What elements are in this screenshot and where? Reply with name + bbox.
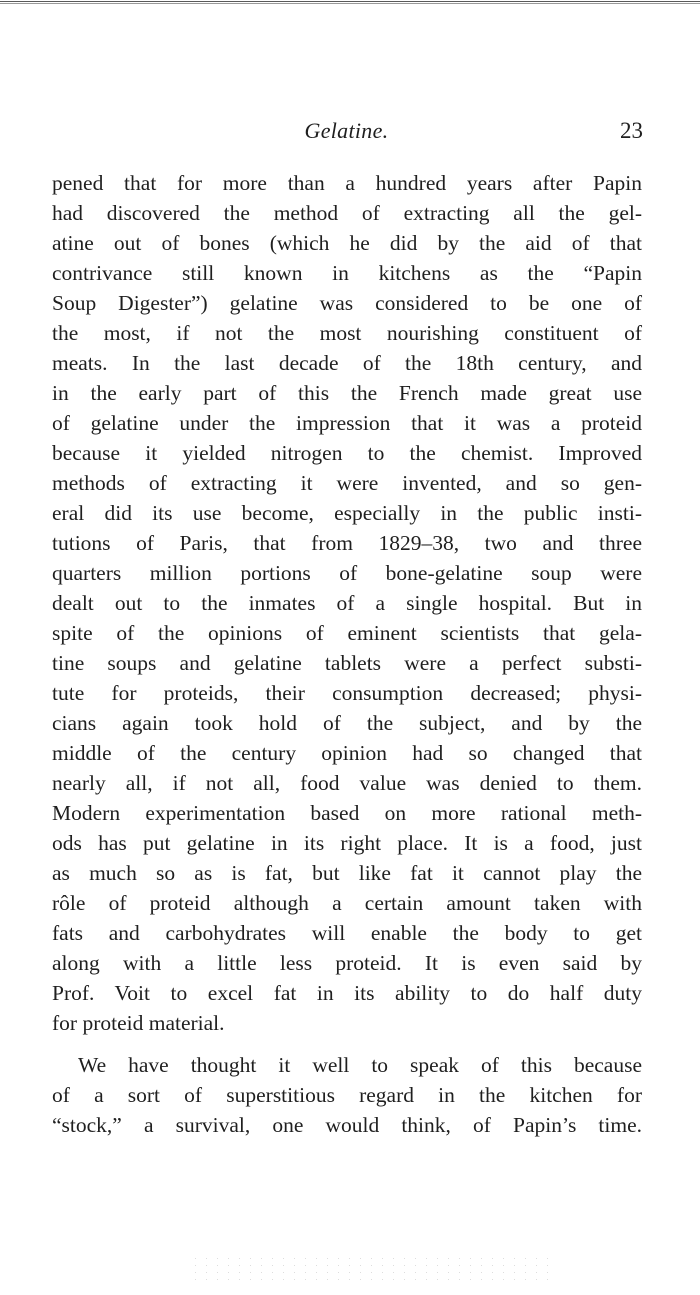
text-line: of gelatine under the impression that it was a proteid xyxy=(52,411,642,435)
text-line: methods of extracting it were invented, and so gen- xyxy=(52,471,642,495)
text-line: tute for proteids, their consumption decreased; physi- xyxy=(52,681,642,705)
text-line: cians again took hold of the subject, and by the xyxy=(52,711,642,735)
paragraph-gap xyxy=(52,1038,642,1050)
page-number: 23 xyxy=(620,118,643,143)
text-line: “stock,” a survival, one would think, of Papin’s time. xyxy=(52,1113,642,1137)
text-line: Modern experimentation based on more rational meth- xyxy=(52,801,642,825)
text-line: of a sort of superstitious regard in the kitchen for xyxy=(52,1083,642,1107)
paragraph-1 xyxy=(52,168,642,1038)
text-line: spite of the opinions of eminent scientists that gela- xyxy=(52,621,642,645)
text-line: ods has put gelatine in its right place. It is a food, just xyxy=(52,831,642,855)
top-rule xyxy=(0,0,700,6)
running-title: Gelatine. xyxy=(304,118,389,143)
text-line: atine out of bones (which he did by the aid of that xyxy=(52,231,642,255)
text-line: because it yielded nitrogen to the chemist. Improved xyxy=(52,441,642,465)
text-line: contrivance still known in kitchens as the “Papin xyxy=(52,261,642,285)
paper-specks xyxy=(190,1255,550,1285)
text-line: quarters million portions of bone-gelatine soup were xyxy=(52,561,642,585)
text-line: dealt out to the inmates of a single hospital. But in xyxy=(52,591,642,615)
text-line: pened that for more than a hundred years after Papin xyxy=(52,171,642,195)
text-line: tine soups and gelatine tablets were a perfect substi- xyxy=(52,651,642,675)
text-line: We have thought it well to speak of this because xyxy=(78,1053,642,1077)
text-line: nearly all, if not all, food value was denied to them. xyxy=(52,771,642,795)
text-line: along with a little less proteid. It is even said by xyxy=(52,951,642,975)
text-line: middle of the century opinion had so changed that xyxy=(52,741,642,765)
text-line: Soup Digester”) gelatine was considered to be one of xyxy=(52,291,642,315)
page-header xyxy=(50,118,643,152)
text-line: fats and carbohydrates will enable the body to get xyxy=(52,921,642,945)
text-line: for proteid material. xyxy=(52,1011,225,1035)
text-line: rôle of proteid although a certain amount taken with xyxy=(52,891,642,915)
body-text xyxy=(52,168,642,1140)
text-line: tutions of Paris, that from 1829–38, two and three xyxy=(52,531,642,555)
text-line: in the early part of this the French made great use xyxy=(52,381,642,405)
text-line: had discovered the method of extracting all the gel- xyxy=(52,201,642,225)
paragraph-2 xyxy=(52,1050,642,1140)
text-line: meats. In the last decade of the 18th century, and xyxy=(52,351,642,375)
text-line: Prof. Voit to excel fat in its ability to do half duty xyxy=(52,981,642,1005)
text-line: the most, if not the most nourishing constituent of xyxy=(52,321,642,345)
text-line: as much so as is fat, but like fat it cannot play the xyxy=(52,861,642,885)
text-line: eral did its use become, especially in the public insti- xyxy=(52,501,642,525)
